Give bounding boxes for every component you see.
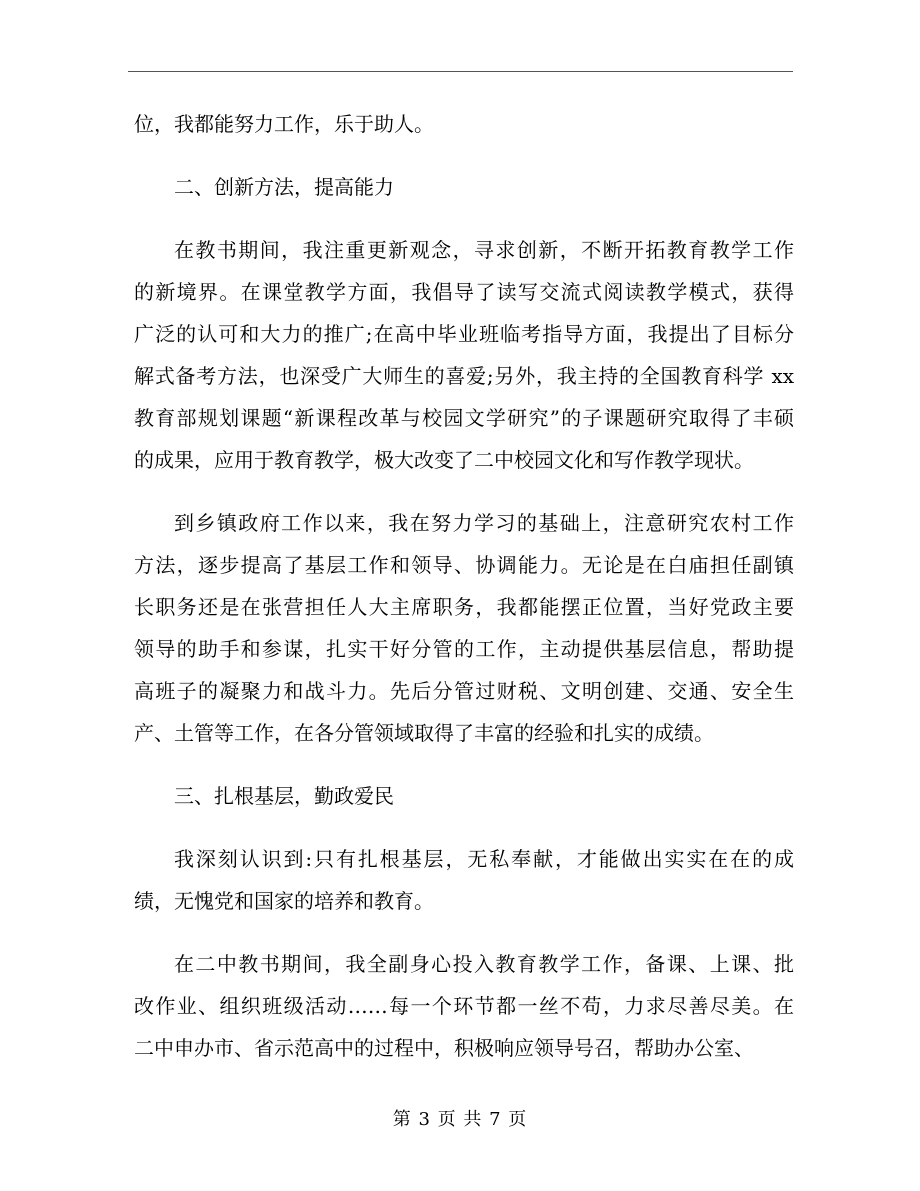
text-line: 解式备考方法，也深受广大师生的喜爱;另外，我主持的全国教育科学 xx bbox=[134, 364, 794, 388]
paragraph-gap bbox=[134, 817, 794, 838]
paragraph bbox=[134, 103, 794, 145]
text-line: 在教书期间，我注重更新观念，寻求创新，不断开拓教育教学工作 bbox=[174, 238, 794, 262]
text-line: 高班子的凝聚力和战斗力。先后分管过财税、文明创建、交通、安全生 bbox=[134, 679, 794, 703]
section-heading bbox=[134, 775, 794, 817]
text-line: 二中申办市、省示范高中的过程中，积极响应领导号召，帮助办公室、 bbox=[134, 1036, 754, 1060]
text-line: 绩，无愧党和国家的培养和教育。 bbox=[134, 889, 434, 913]
text-line: 位，我都能努力工作，乐于助人。 bbox=[134, 112, 434, 136]
paragraph bbox=[134, 502, 794, 754]
text-line: 的成果，应用于教育教学，极大改变了二中校园文化和写作教学现状。 bbox=[134, 448, 754, 472]
text-line: 三、扎根基层，勤政爱民 bbox=[174, 784, 394, 808]
text-line: 二、创新方法，提高能力 bbox=[174, 175, 394, 199]
paragraph bbox=[134, 838, 794, 922]
text-line: 产、土管等工作，在各分管领域取得了丰富的经验和扎实的成绩。 bbox=[134, 721, 714, 745]
text-line: 改作业、组织班级活动……每一个环节都一丝不苟，力求尽善尽美。在 bbox=[134, 994, 794, 1018]
paragraph-gap bbox=[134, 208, 794, 229]
section-heading bbox=[134, 166, 794, 208]
paragraph bbox=[134, 943, 794, 1069]
paragraph-gap bbox=[134, 481, 794, 502]
text-line: 到乡镇政府工作以来，我在努力学习的基础上，注意研究农村工作 bbox=[174, 511, 794, 535]
text-line: 教育部规划课题“新课程改革与校园文学研究”的子课题研究取得了丰硕 bbox=[134, 406, 794, 430]
paragraph-gap bbox=[134, 922, 794, 943]
document-body bbox=[134, 103, 794, 1069]
text-line: 领导的助手和参谋，扎实干好分管的工作，主动提供基层信息，帮助提 bbox=[134, 637, 794, 661]
page-number: 第 3 页 共 7 页 bbox=[392, 1109, 528, 1130]
text-line: 方法，逐步提高了基层工作和领导、协调能力。无论是在白庙担任副镇 bbox=[134, 553, 794, 577]
paragraph-gap bbox=[134, 754, 794, 775]
text-line: 我深刻认识到:只有扎根基层，无私奉献，才能做出实实在在的成 bbox=[174, 847, 794, 871]
text-line: 的新境界。在课堂教学方面，我倡导了读写交流式阅读教学模式，获得 bbox=[134, 280, 794, 304]
header-rule bbox=[128, 71, 793, 72]
text-line: 长职务还是在张营担任人大主席职务，我都能摆正位置，当好党政主要 bbox=[134, 595, 794, 619]
text-line: 在二中教书期间，我全副身心投入教育教学工作，备课、上课、批 bbox=[174, 952, 794, 976]
paragraph-gap bbox=[134, 145, 794, 166]
paragraph bbox=[134, 229, 794, 481]
text-line: 广泛的认可和大力的推广;在高中毕业班临考指导方面，我提出了目标分 bbox=[134, 322, 794, 346]
